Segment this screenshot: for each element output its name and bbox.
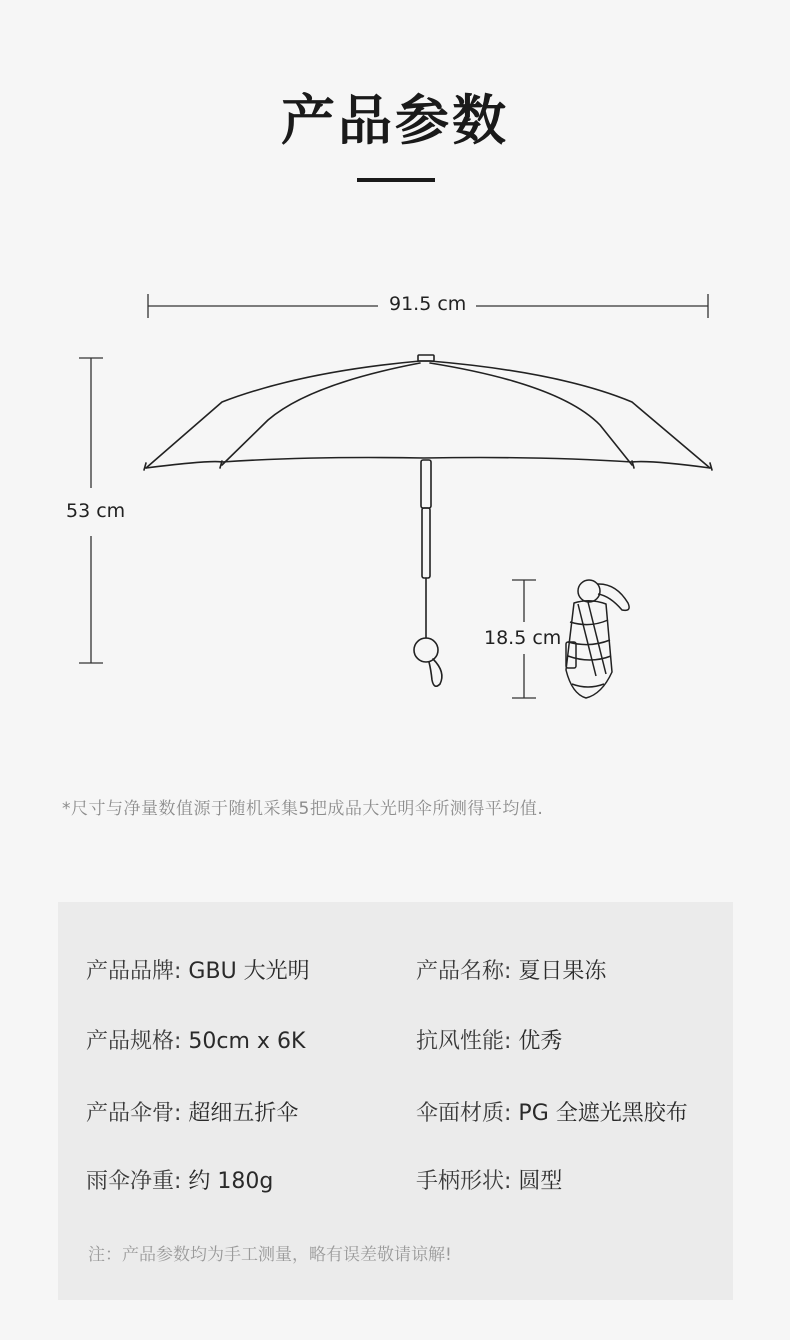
page-title: 产品参数: [281, 89, 509, 152]
spec-size-label: 产品规格:: [86, 1029, 182, 1054]
spec-brand-value: GBU 大光明: [188, 959, 310, 984]
spec-fabric: [416, 1096, 688, 1127]
folded-umbrella-icon: [566, 580, 629, 698]
spec-weight: [86, 1164, 273, 1195]
folded-length-label: 18.5 cm: [484, 627, 562, 649]
spec-size: [86, 1024, 305, 1055]
spec-fabric-value: PG 全遮光黑胶布: [518, 1101, 688, 1126]
open-umbrella-icon: [144, 355, 712, 686]
height-label: 53 cm: [66, 500, 126, 522]
spec-wind-label: 抗风性能:: [416, 1029, 512, 1054]
spec-handle: [416, 1164, 562, 1195]
spec-name: [416, 954, 606, 985]
spec-wind-value: 优秀: [518, 1029, 563, 1054]
measurement-note: *尺寸与净量数值源于随机采集5把成品大光明伞所测得平均值.: [62, 799, 544, 819]
spec-handle-label: 手柄形状:: [416, 1169, 512, 1194]
spec-ribs-value: 超细五折伞: [188, 1101, 299, 1126]
spec-ribs-label: 产品伞骨:: [86, 1101, 182, 1126]
spec-fabric-label: 伞面材质:: [416, 1101, 512, 1126]
spec-footnote: 注：产品参数均为手工测量，略有误差敬请谅解!: [88, 1245, 452, 1265]
spec-table: [58, 902, 733, 1300]
spec-ribs: [86, 1096, 298, 1127]
spec-brand-label: 产品品牌:: [86, 959, 182, 984]
spec-name-value: 夏日果冻: [518, 959, 607, 984]
width-label: 91.5 cm: [389, 293, 467, 315]
spec-name-label: 产品名称:: [416, 959, 512, 984]
spec-weight-value: 约 180g: [188, 1169, 274, 1194]
spec-handle-value: 圆型: [518, 1169, 563, 1194]
spec-size-value: 50cm x 6K: [188, 1029, 306, 1054]
spec-wind: [416, 1024, 562, 1055]
spec-weight-label: 雨伞净重:: [86, 1169, 182, 1194]
spec-brand: [86, 954, 310, 985]
